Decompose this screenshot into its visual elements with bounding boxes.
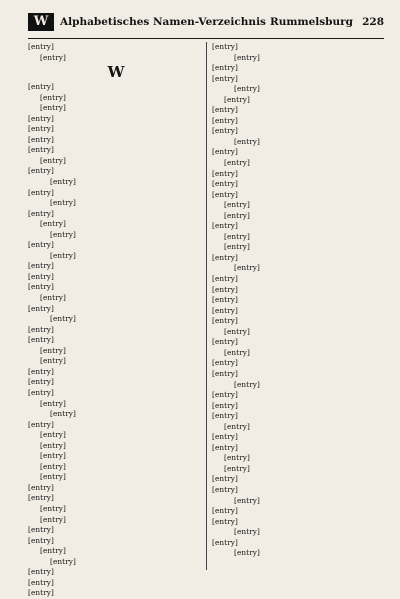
directory-entry: [entry]: [28, 261, 54, 271]
directory-entry: [entry]: [224, 453, 250, 463]
entry-continuation: [entry]: [234, 548, 260, 558]
directory-entry: [entry]: [40, 356, 66, 366]
directory-entry: [entry]: [40, 430, 66, 440]
directory-entry: [entry]: [28, 366, 54, 376]
directory-entry: [entry]: [28, 588, 54, 598]
directory-entry: [entry]: [212, 63, 238, 73]
directory-entry: [entry]: [224, 231, 250, 241]
directory-entry: [entry]: [28, 387, 54, 397]
directory-entry: [entry]: [212, 411, 238, 421]
directory-entry: [entry]: [28, 567, 54, 577]
directory-entry: [entry]: [28, 535, 54, 545]
directory-entry: [entry]: [224, 94, 250, 104]
directory-entry: [entry]: [212, 105, 238, 115]
directory-entry: [entry]: [40, 345, 66, 355]
directory-entry: [entry]: [28, 282, 54, 292]
directory-entry: [entry]: [28, 271, 54, 281]
directory-entry: [entry]: [212, 179, 238, 189]
directory-entry: [entry]: [28, 187, 54, 197]
directory-entry: [entry]: [28, 145, 54, 155]
directory-entry: [entry]: [212, 484, 238, 494]
directory-entry: [entry]: [212, 516, 238, 526]
directory-entry: [entry]: [212, 295, 238, 305]
directory-entry: [entry]: [40, 514, 66, 524]
directory-entry: [entry]: [212, 537, 238, 547]
directory-entry: [entry]: [28, 124, 54, 134]
page-header: [28, 8, 384, 39]
directory-entry: [entry]: [40, 92, 66, 102]
entry-continuation: [entry]: [50, 177, 76, 187]
directory-entry: [entry]: [40, 440, 66, 450]
directory-entry: [entry]: [28, 303, 54, 313]
directory-entry: [entry]: [28, 525, 54, 535]
entry-continuation: [entry]: [50, 229, 76, 239]
directory-entry: [entry]: [224, 200, 250, 210]
directory-entry: [entry]: [28, 240, 54, 250]
directory-entry: [entry]: [224, 421, 250, 431]
directory-entry: [entry]: [212, 506, 238, 516]
directory-entry: [entry]: [212, 368, 238, 378]
directory-entry: [entry]: [212, 274, 238, 284]
directory-entry: [entry]: [212, 305, 238, 315]
directory-entry: [entry]: [28, 113, 54, 123]
directory-entry: [entry]: [212, 474, 238, 484]
directory-entry: [entry]: [40, 546, 66, 556]
directory-entry: [entry]: [28, 419, 54, 429]
directory-entry: [entry]: [224, 347, 250, 357]
directory-entry: [entry]: [40, 219, 66, 229]
entry-continuation: [entry]: [234, 379, 260, 389]
directory-entry: [entry]: [28, 335, 54, 345]
directory-entry: [entry]: [40, 293, 66, 303]
right-column: [212, 42, 388, 570]
directory-entry: [entry]: [224, 210, 250, 220]
directory-entry: [entry]: [212, 42, 238, 51]
directory-entry: [entry]: [28, 577, 54, 587]
directory-entry: [entry]: [40, 52, 66, 62]
directory-entry: [entry]: [28, 493, 54, 503]
running-place-name: Rummelsburg: [270, 16, 354, 28]
section-letter: W: [107, 63, 125, 82]
entry-continuation: [entry]: [50, 556, 76, 566]
entry-continuation: [entry]: [234, 84, 260, 94]
directory-entry: [entry]: [40, 103, 66, 113]
directory-entry: [entry]: [212, 73, 238, 83]
directory-entry: [entry]: [224, 463, 250, 473]
directory-entry: [entry]: [212, 442, 238, 452]
directory-entry: [entry]: [224, 158, 250, 168]
directory-entry: [entry]: [28, 42, 54, 51]
entry-continuation: [entry]: [50, 198, 76, 208]
directory-entry: [entry]: [212, 316, 238, 326]
directory-entry: [entry]: [212, 147, 238, 157]
directory-entry: [entry]: [212, 115, 238, 125]
entry-continuation: [entry]: [234, 495, 260, 505]
directory-entry: [entry]: [212, 390, 238, 400]
directory-entry: [entry]: [40, 461, 66, 471]
directory-entry: [entry]: [40, 451, 66, 461]
directory-entry: [entry]: [40, 155, 66, 165]
directory-entry: [entry]: [212, 358, 238, 368]
directory-entry: [entry]: [212, 189, 238, 199]
directory-entry: [entry]: [28, 208, 54, 218]
entry-continuation: [entry]: [234, 263, 260, 273]
directory-entry: [entry]: [212, 337, 238, 347]
directory-entry: [entry]: [40, 472, 66, 482]
letter-tab: W: [28, 13, 54, 31]
entry-continuation: [entry]: [50, 250, 76, 260]
directory-entry: [entry]: [212, 168, 238, 178]
running-title: Alphabetisches Namen-Verzeichnis: [60, 16, 266, 28]
entry-continuation: [entry]: [234, 527, 260, 537]
entry-continuation: [entry]: [234, 136, 260, 146]
directory-entry: [entry]: [28, 166, 54, 176]
directory-entry: [entry]: [40, 398, 66, 408]
directory-entry: [entry]: [28, 134, 54, 144]
left-column: [28, 42, 204, 598]
directory-entry: [entry]: [212, 126, 238, 136]
entry-continuation: [entry]: [50, 409, 76, 419]
directory-entry: [entry]: [28, 324, 54, 334]
entry-continuation: [entry]: [50, 314, 76, 324]
directory-entry: [entry]: [28, 82, 54, 92]
page-number: 228: [362, 16, 384, 28]
directory-entry: [entry]: [212, 400, 238, 410]
column-divider: [206, 42, 207, 570]
directory-entry: [entry]: [212, 432, 238, 442]
directory-entry: [entry]: [28, 482, 54, 492]
directory-entry: [entry]: [224, 326, 250, 336]
entry-continuation: [entry]: [234, 52, 260, 62]
directory-entry: [entry]: [224, 242, 250, 252]
directory-entry: [entry]: [212, 221, 238, 231]
directory-entry: [entry]: [40, 503, 66, 513]
directory-entry: [entry]: [212, 284, 238, 294]
directory-entry: [entry]: [28, 377, 54, 387]
directory-entry: [entry]: [212, 252, 238, 262]
